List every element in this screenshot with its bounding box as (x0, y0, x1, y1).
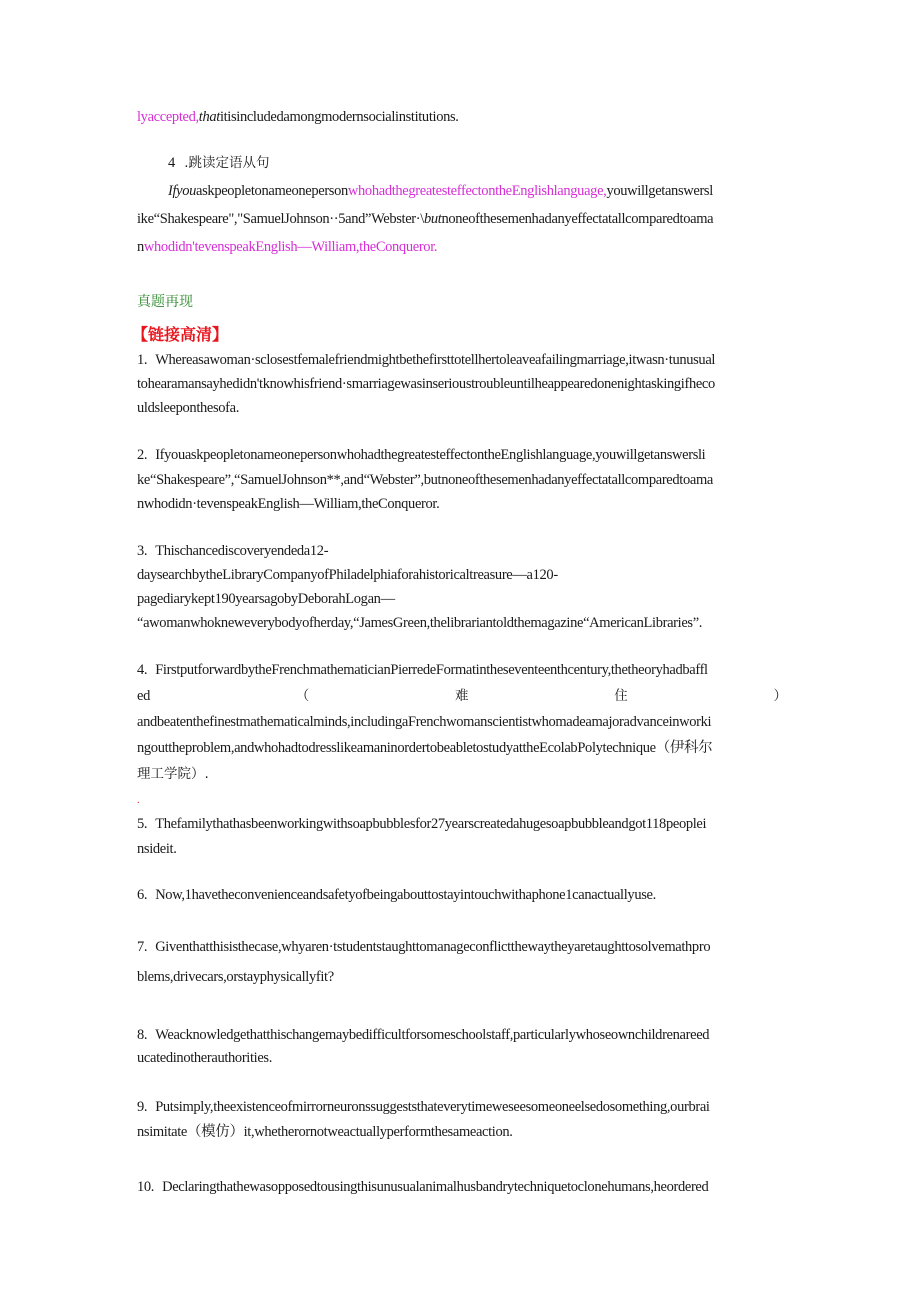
body-text: Declaringthathewasopposedtousingthisunusualanimalhusbandrytechniquetoclonehumans,heordered (162, 1179, 709, 1195)
intro-line (137, 108, 787, 126)
section-title: .跳读定语从句 (184, 155, 270, 171)
item-4-line-2 (137, 687, 787, 705)
paren-open: （ (295, 688, 310, 704)
item-number: 4. (137, 662, 148, 678)
item-4-line-1 (137, 661, 787, 679)
paren-close: ） (773, 688, 787, 704)
item-2-line-3: nwhodidn·tevenspeakEnglish—William,theConqueror. (137, 496, 440, 512)
section-heading (168, 154, 818, 172)
item-number: 8. (137, 1027, 148, 1043)
exam-heading: 真题再现 (137, 294, 193, 310)
body-text: n (137, 239, 144, 255)
body-text: Giventhatthisisthecase,whyaren·tstudentstaughttomanageconflictthewaytheyaretaughttosolvemathpro (155, 939, 711, 955)
italic-text: that (198, 109, 220, 125)
body-text: itisincludedamongmodernsocialinstitutions. (219, 109, 459, 125)
example-line-3 (137, 238, 787, 256)
body-text: Now,1havetheconvenienceandsafetyofbeingabouttostayintouchwithaphone1canactuallyuse. (155, 887, 656, 903)
item-1-line-2: tohearamansayhedidn'tknowhisfriend·smarriagewasinserioustroubleuntilheappearedonenightaskingifheco (137, 376, 715, 392)
item-4-line-4: ngouttheproblem,andwhohadtodresslikeamaninordertobeabletostudyattheEcolabPolytechnique（伊科尔 (137, 740, 713, 756)
item-9-line-2: nsimitate（模仿）it,whetherornotweactuallyperformthesameaction. (137, 1124, 513, 1140)
item-5-line-2: nsideit. (137, 841, 177, 857)
body-text: IfyouaskpeopletonameonepersonwhohadthegreatesteffectontheEnglishlanguage,youwillgetanswersli (155, 447, 706, 463)
item-10-line-1 (137, 1178, 787, 1196)
body-text: Weacknowledgethatthischangemaybedifficultforsomeschoolstaff,particularlywhoseownchildrenareed (155, 1027, 710, 1043)
example-line-1 (168, 182, 787, 200)
item-3-line-3: pagediarykept190yearsagobyDeborahLogan— (137, 591, 395, 607)
italic-text: but (423, 211, 442, 227)
item-number: 2. (137, 447, 148, 463)
cn-gloss-char: 住 (614, 688, 628, 704)
highlighted-text: whodidn'tevenspeakEnglish—William,theConqueror. (143, 239, 438, 255)
item-1-line-3: uldsleeponthesofa. (137, 400, 240, 416)
item-4-line-5: 理工学院）. (137, 766, 209, 782)
item-2-line-2: ke“Shakespeare”,“SamuelJohnson**,and“Webster”,butnoneofthesemenhadanyeffectatallcomparedtoama (137, 472, 713, 488)
item-4-line-3: andbeatenthefinestmathematicalminds,includingaFrenchwomanscientistwhomadeamajoradvanceinworki (137, 714, 712, 730)
example-line-2 (137, 210, 787, 228)
item-number: 7. (137, 939, 148, 955)
item-number: 6. (137, 887, 148, 903)
body-text: Putsimply,theexistenceofmirrorneuronssuggeststhateverytimeweseesomeoneelsedosomething,ourbrai (155, 1099, 710, 1115)
item-3-line-1 (137, 542, 787, 560)
item-9-line-1 (137, 1098, 787, 1116)
item-5-line-1 (137, 815, 787, 833)
item-8-line-2: ucatedinotherauthorities. (137, 1050, 272, 1066)
item-8-line-1 (137, 1026, 787, 1044)
section-number: 4 (168, 155, 175, 171)
italic-text: Ifyou (168, 183, 197, 199)
body-text: ike“Shakespeare","SamuelJohnson··5and”Webster·\ (137, 211, 424, 227)
item-number: 3. (137, 543, 148, 559)
stray-mark: . (137, 795, 140, 806)
cn-gloss-char: 难 (455, 688, 469, 704)
body-text: youwillgetanswersl (606, 183, 713, 199)
body-text: askpeopletonameoneperson (196, 183, 348, 199)
body-text: Whereasawoman·sclosestfemalefriendmightbethefirsttotellhertoleaveafailingmarriage,itwasn·tunusual (155, 352, 716, 368)
item-3-line-2: daysearchbytheLibraryCompanyofPhiladelphiaforahistoricaltreasure—a120- (137, 567, 558, 583)
body-text: Thischancediscoveryendeda12- (155, 543, 329, 559)
item-number: 1. (137, 352, 148, 368)
item-7-line-1 (137, 938, 787, 956)
item-number: 5. (137, 816, 148, 832)
body-text: ed (137, 688, 150, 704)
item-3-line-4: “awomanwhokneweverybodyofherday,“JamesGreen,thelibrariantoldthemagazine“AmericanLibraries”. (137, 615, 703, 631)
item-number: 10. (137, 1179, 155, 1195)
highlighted-text: lyaccepted, (137, 109, 199, 125)
item-7-line-2: blems,drivecars,orstayphysicallyfit? (137, 969, 334, 985)
highlighted-text: whohadthegreatesteffectontheEnglishlanguage, (347, 183, 607, 199)
item-6-line-1 (137, 886, 787, 904)
item-number: 9. (137, 1099, 148, 1115)
item-2-line-1 (137, 446, 787, 464)
body-text: Thefamilythathasbeenworkingwithsoapbubblesfor27yearscreatedahugesoapbubbleandgot118peoplei (155, 816, 707, 832)
link-heading: 【链接高清】 (132, 325, 229, 344)
item-1-line-1 (137, 351, 787, 369)
body-text: FirstputforwardbytheFrenchmathematicianPierredeFormatintheseventeenthcentury,thetheoryhadbaffl (155, 662, 708, 678)
body-text: noneofthesemenhadanyeffectatallcomparedtoama (441, 211, 714, 227)
